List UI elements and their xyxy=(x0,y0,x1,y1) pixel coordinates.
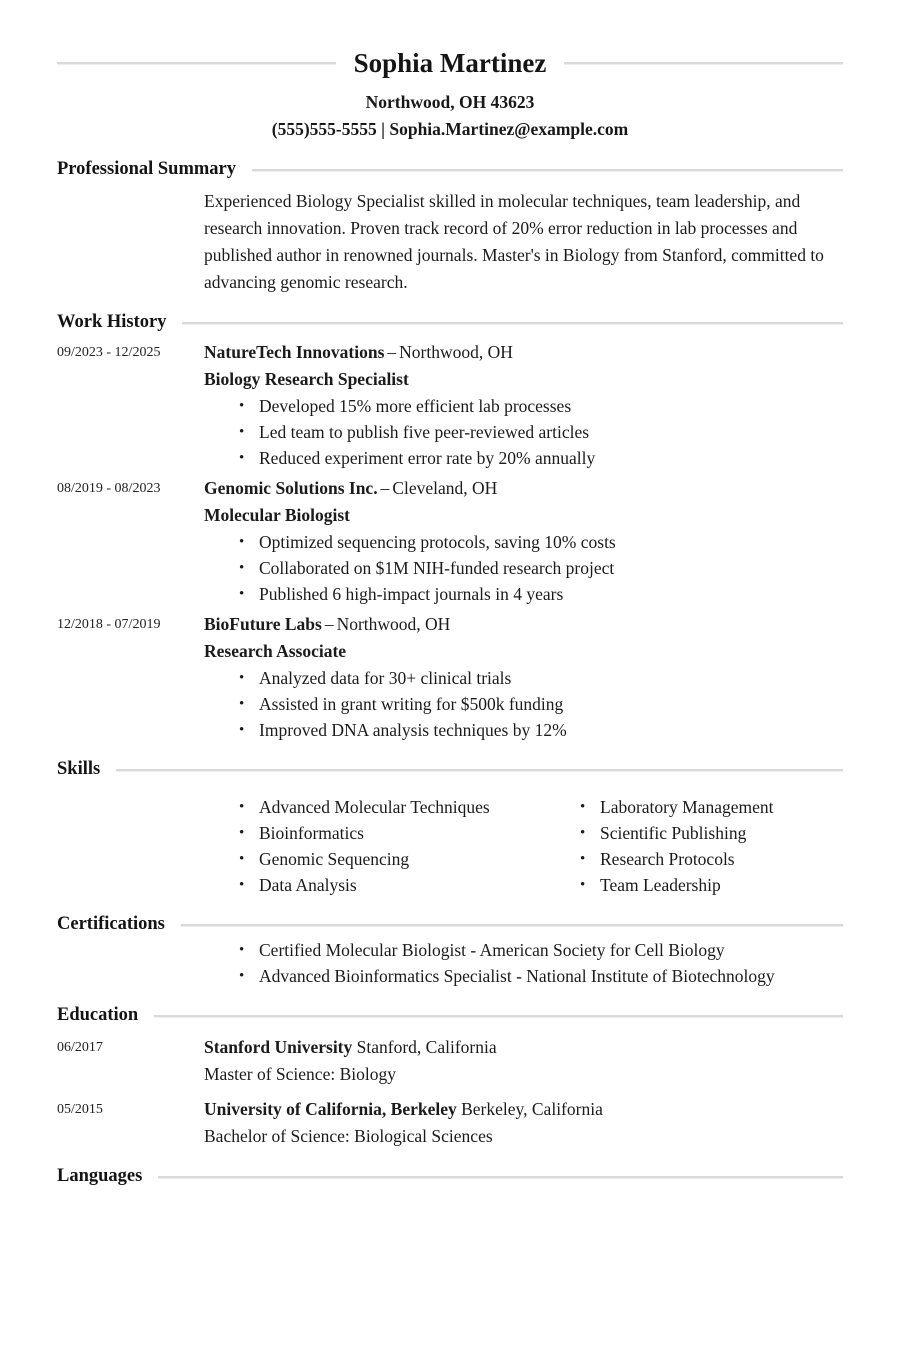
education-entry xyxy=(57,1096,843,1150)
skills-spacer xyxy=(57,782,204,898)
skills-row xyxy=(57,782,843,898)
skills-column-2 xyxy=(545,794,773,898)
job-location: Cleveland, OH xyxy=(392,478,498,498)
address-line: Northwood, OH 43623 xyxy=(365,92,535,112)
skills-columns xyxy=(204,794,843,898)
skill-item: • Laboratory Management xyxy=(579,794,773,820)
degree-line: Bachelor of Science: Biological Sciences xyxy=(204,1126,493,1146)
job-bullet-list xyxy=(204,665,843,743)
skills-column-1 xyxy=(204,794,545,898)
section-work-history xyxy=(57,309,843,743)
contact-block xyxy=(57,89,843,143)
school-name: University of California, Berkeley xyxy=(204,1099,457,1119)
certifications-heading-rule xyxy=(181,924,843,926)
job-bullet-list xyxy=(204,529,843,607)
education-details xyxy=(204,1034,843,1088)
summary-heading: Professional Summary xyxy=(57,159,237,179)
job-entry xyxy=(57,339,843,471)
education-entry xyxy=(57,1034,843,1088)
skill-item: • Data Analysis xyxy=(238,872,545,898)
skill-item: • Scientific Publishing xyxy=(579,820,773,846)
certification-item: • Advanced Bioinformatics Specialist - National Institute of Biotechnology xyxy=(238,963,843,989)
job-bullet: • Reduced experiment error rate by 20% annually xyxy=(238,445,843,471)
job-bullet: • Assisted in grant writing for $500k funding xyxy=(238,691,843,717)
section-certifications xyxy=(57,911,843,989)
education-date: 06/2017 xyxy=(57,1040,103,1055)
job-details xyxy=(204,611,843,743)
skill-item: • Research Protocols xyxy=(579,846,773,872)
summary-section-header xyxy=(57,156,843,182)
skill-item: • Advanced Molecular Techniques xyxy=(238,794,545,820)
job-bullet: • Collaborated on $1M NIH-funded research project xyxy=(238,555,843,581)
education-date: 05/2015 xyxy=(57,1102,103,1117)
section-professional-summary xyxy=(57,156,843,296)
certifications-section-header xyxy=(57,911,843,937)
resume-header xyxy=(57,46,843,143)
work-heading-rule xyxy=(182,322,843,324)
candidate-name: Sophia Martinez xyxy=(353,48,547,78)
skill-item: • Bioinformatics xyxy=(238,820,545,846)
job-title: Research Associate xyxy=(204,641,347,661)
job-location: Northwood, OH xyxy=(399,342,513,362)
company-line xyxy=(204,611,843,638)
skill-item: • Team Leadership xyxy=(579,872,773,898)
job-bullet-list xyxy=(204,393,843,471)
job-bullet: • Developed 15% more efficient lab processes xyxy=(238,393,843,419)
company-name: Genomic Solutions Inc. xyxy=(204,478,378,498)
job-location: Northwood, OH xyxy=(336,614,451,634)
certifications-spacer xyxy=(57,937,204,989)
job-bullet: • Analyzed data for 30+ clinical trials xyxy=(238,665,843,691)
education-details xyxy=(204,1096,843,1150)
skills-heading: Skills xyxy=(57,759,101,779)
job-title: Molecular Biologist xyxy=(204,505,350,525)
certification-item: • Certified Molecular Biologist - American Society for Cell Biology xyxy=(238,937,843,963)
section-languages xyxy=(57,1163,843,1189)
job-bullet: • Published 6 high-impact journals in 4 years xyxy=(238,581,843,607)
dash-separator: – xyxy=(387,342,397,362)
section-education xyxy=(57,1002,843,1150)
company-name: BioFuture Labs xyxy=(204,614,322,634)
name-row xyxy=(57,46,843,80)
school-line xyxy=(204,1096,843,1123)
company-line xyxy=(204,339,843,366)
school-location: Berkeley, California xyxy=(461,1099,603,1119)
work-heading: Work History xyxy=(57,312,167,332)
job-dates: 08/2019 - 08/2023 xyxy=(57,481,161,496)
work-section-header xyxy=(57,309,843,335)
education-section-header xyxy=(57,1002,843,1028)
languages-section-header xyxy=(57,1163,843,1189)
education-heading-rule xyxy=(154,1015,843,1017)
school-location: Stanford, California xyxy=(356,1037,497,1057)
dash-separator: – xyxy=(380,478,390,498)
summary-heading-rule xyxy=(252,169,843,171)
degree-line: Master of Science: Biology xyxy=(204,1064,396,1084)
certifications-heading: Certifications xyxy=(57,914,165,934)
school-line xyxy=(204,1034,843,1061)
job-bullet: • Optimized sequencing protocols, saving 10% costs xyxy=(238,529,843,555)
skills-section-header xyxy=(57,756,843,782)
job-entry xyxy=(57,611,843,743)
section-skills xyxy=(57,756,843,898)
job-entry xyxy=(57,475,843,607)
name-right-rule xyxy=(564,62,843,64)
name-left-rule xyxy=(57,62,336,64)
company-name: NatureTech Innovations xyxy=(204,342,385,362)
contact-line: (555)555-5555 | Sophia.Martinez@example.com xyxy=(271,119,629,139)
summary-text: Experienced Biology Specialist skilled in molecular techniques, team leadership, and research innovation. Proven track record of 20% error reduction in lab processes and published author in renowned journals. Master's in Biology from Stanford, committed to advancing genomic research. xyxy=(204,191,824,292)
job-bullet: • Led team to publish five peer-reviewed articles xyxy=(238,419,843,445)
certifications-list xyxy=(204,937,843,989)
education-heading: Education xyxy=(57,1005,139,1025)
skills-heading-rule xyxy=(116,769,843,771)
job-details xyxy=(204,475,843,607)
dash-separator: – xyxy=(324,614,334,634)
school-name: Stanford University xyxy=(204,1037,353,1057)
job-details xyxy=(204,339,843,471)
job-dates: 12/2018 - 07/2019 xyxy=(57,617,161,632)
skill-item: • Genomic Sequencing xyxy=(238,846,545,872)
languages-heading-rule xyxy=(158,1176,843,1178)
job-title: Biology Research Specialist xyxy=(204,369,409,389)
languages-heading: Languages xyxy=(57,1166,143,1186)
company-line xyxy=(204,475,843,502)
job-bullet: • Improved DNA analysis techniques by 12% xyxy=(238,717,843,743)
certifications-row xyxy=(57,937,843,989)
job-dates: 09/2023 - 12/2025 xyxy=(57,345,161,360)
